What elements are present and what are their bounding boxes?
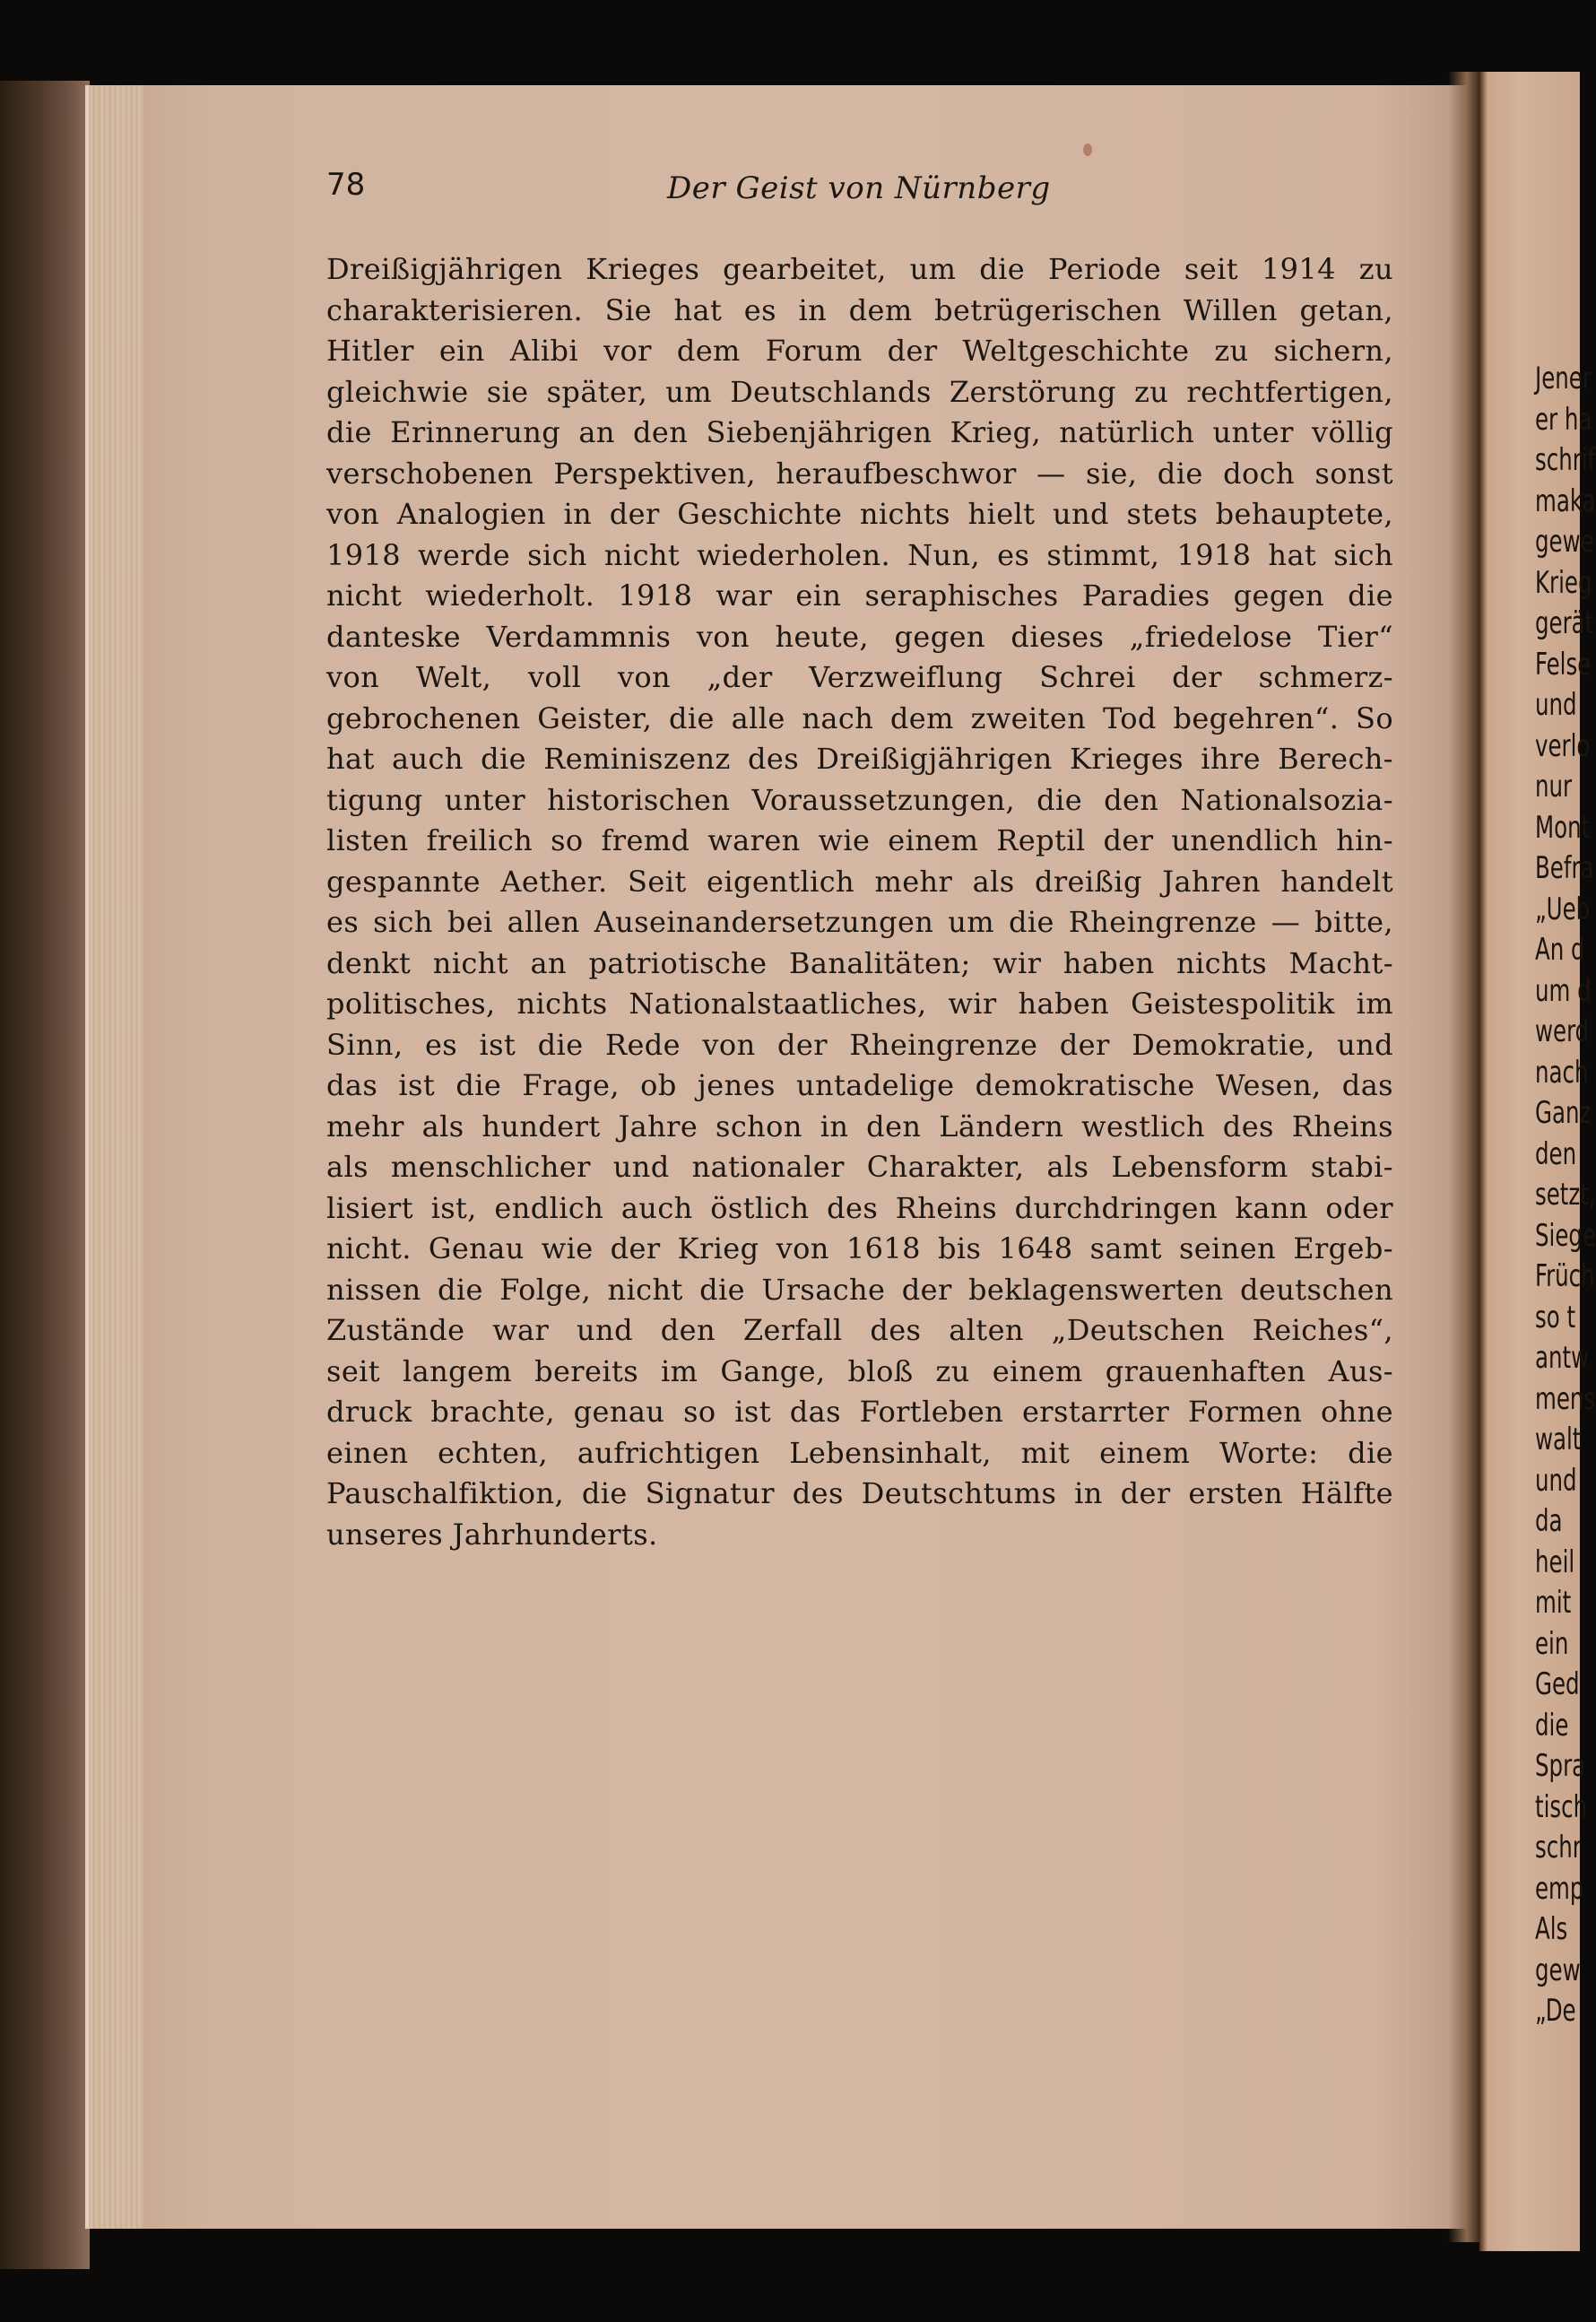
facing-page-fragment: um d	[1535, 972, 1592, 1009]
facing-page-fragment: werd	[1535, 1013, 1590, 1049]
text-line: druck brachte, genau so ist das Fortleben erstarrter Formen ohne	[326, 1395, 1393, 1429]
facing-page-fragment: gew	[1535, 1952, 1581, 1988]
text-line: nicht. Genau wie der Krieg von 1618 bis 1648 samt seinen Ergeb-	[326, 1231, 1393, 1265]
facing-page-fragment: Krieg	[1535, 564, 1592, 601]
text-line: gespannte Aether. Seit eigentlich mehr als dreißig Jahren handelt	[326, 864, 1393, 899]
facing-page-fragment: den	[1535, 1135, 1577, 1172]
text-line: hat auch die Reminiszenz des Dreißigjährigen Krieges ihre Berech-	[326, 742, 1393, 776]
facing-page-fragment: schr	[1535, 1830, 1582, 1865]
book-spine	[0, 81, 90, 2269]
facing-page-fragment: gerät	[1535, 605, 1594, 641]
facing-page-fragment: mit	[1535, 1585, 1572, 1621]
facing-page-fragment: Mont	[1535, 809, 1591, 846]
facing-page-fragment: Als	[1535, 1911, 1568, 1947]
text-line: gebrochenen Geister, die alle nach dem zweiten Tod begehren“. So	[326, 700, 1393, 735]
text-line: Sinn, es ist die Rede von der Rheingrenze der Demokratie, und	[326, 1027, 1393, 1062]
text-line: mehr als hundert Jahre schon in den Ländern westlich des Rheins	[326, 1109, 1393, 1144]
text-line: von Analogien in der Geschichte nichts hielt und stets behauptete,	[326, 497, 1393, 531]
facing-page-fragment: die	[1535, 1707, 1569, 1744]
text-line: politisches, nichts Nationalstaatliches, wir haben Geistespolitik im	[326, 987, 1393, 1021]
facing-page-fragment: und	[1535, 687, 1577, 723]
facing-page-fragment: so t	[1535, 1299, 1576, 1335]
facing-page-fragment: Spra	[1535, 1748, 1586, 1784]
facing-page-fragment: Jener	[1535, 361, 1592, 396]
text-line: denkt nicht an patriotische Banalitäten; wir haben nichts Macht-	[326, 945, 1393, 980]
facing-page-fragment: ein	[1535, 1625, 1569, 1662]
facing-page-fragment: An d	[1535, 932, 1585, 968]
facing-page-text-fragments	[1535, 359, 1596, 2032]
text-line: Hitler ein Alibi vor dem Forum der Weltgeschichte zu sichern,	[326, 334, 1393, 368]
text-line: charakterisieren. Sie hat es in dem betrügerischen Willen getan,	[326, 292, 1393, 327]
facing-page-fragment: und	[1535, 1462, 1577, 1499]
text-line: die Erinnerung an den Siebenjährigen Krieg, natürlich unter völlig	[326, 415, 1393, 449]
text-line: als menschlicher und nationaler Charakter, als Lebensform stabi-	[326, 1150, 1393, 1184]
facing-page-fragment: setzt,	[1535, 1177, 1596, 1213]
page-stack-edge	[85, 85, 152, 2229]
facing-page-fragment: verlo	[1535, 727, 1591, 764]
text-line: listen freilich so fremd waren wie einem Reptil der unendlich hin-	[326, 823, 1393, 857]
text-line: von Welt, voll von „der Verzweiflung Schrei der schmerz-	[326, 660, 1393, 694]
facing-page-fragment: nur	[1535, 769, 1573, 804]
facing-page-fragment: „De	[1535, 1993, 1576, 2029]
facing-page-fragment: Früch	[1535, 1258, 1595, 1294]
facing-page-fragment: emp	[1535, 1870, 1584, 1907]
running-title: Der Geist von Nürnberg	[667, 170, 1051, 206]
text-line: Zustände war und den Zerfall des alten „Deutschen Reiches“,	[326, 1313, 1393, 1347]
text-line: es sich bei allen Auseinandersetzungen um die Rheingrenze — bitte,	[326, 905, 1393, 939]
text-line: gleichwie sie später, um Deutschlands Zerstörung zu rechtfertigen,	[326, 374, 1393, 409]
facing-page-fragment: heil	[1535, 1544, 1575, 1580]
text-line: Dreißigjährigen Krieges gearbeitet, um die Periode seit 1914 zu	[326, 252, 1393, 286]
text-line: einen echten, aufrichtigen Lebensinhalt, mit einem Worte: die	[326, 1435, 1393, 1470]
facing-page-fragment: nach	[1535, 1054, 1589, 1091]
facing-page-fragment: da	[1535, 1503, 1563, 1539]
text-line: lisiert ist, endlich auch östlich des Rheins durchdringen kann oder	[326, 1190, 1393, 1225]
facing-page-fragment: mens	[1535, 1380, 1596, 1417]
page-header	[326, 167, 1402, 221]
facing-page-fragment: tisch	[1535, 1788, 1588, 1825]
body-text	[326, 249, 1393, 1555]
text-line: unseres Jahrhunderts.	[326, 1517, 658, 1552]
facing-page-fragment: gewe	[1535, 524, 1594, 560]
text-line: nissen die Folge, nicht die Ursache der beklagenswerten deutschen	[326, 1272, 1393, 1307]
text-line: seit langem bereits im Gange, bloß zu einem grauenhaften Aus-	[326, 1353, 1393, 1388]
facing-page-fragment: Ged	[1535, 1666, 1580, 1702]
facing-page-fragment: maka	[1535, 483, 1596, 519]
facing-page-fragment: „Ueb	[1535, 891, 1591, 927]
facing-page-fragment: schrif	[1535, 442, 1596, 478]
facing-page-fragment: walt	[1535, 1422, 1582, 1457]
facing-page-fragment: Ganz	[1535, 1095, 1592, 1131]
book-gutter	[1448, 72, 1479, 2242]
facing-page-fragment: Befra	[1535, 850, 1594, 886]
text-line: 1918 werde sich nicht wiederholen. Nun, es stimmt, 1918 hat sich	[326, 537, 1393, 572]
text-line: tigung unter historischen Voraussetzungen, die den Nationalsozia-	[326, 782, 1393, 817]
text-line: das ist die Frage, ob jenes untadelige demokratische Wesen, das	[326, 1068, 1393, 1102]
facing-page-fragment: er ha	[1535, 401, 1592, 438]
text-line: verschobenen Perspektiven, heraufbeschwor — sie, die doch sonst	[326, 456, 1393, 491]
facing-page-fragment: Siege	[1535, 1217, 1596, 1254]
text-line: nicht wiederholt. 1918 war ein seraphisches Paradies gegen die	[326, 578, 1393, 613]
facing-page-fragment: Felse	[1535, 646, 1592, 683]
paper-spot	[1083, 143, 1092, 156]
text-line: danteske Verdammnis von heute, gegen dieses „friedelose Tier“	[326, 619, 1393, 654]
text-line: Pauschalfiktion, die Signatur des Deutschtums in der ersten Hälfte	[326, 1476, 1393, 1510]
page-number: 78	[326, 167, 366, 203]
facing-page-fragment: antw	[1535, 1340, 1590, 1376]
